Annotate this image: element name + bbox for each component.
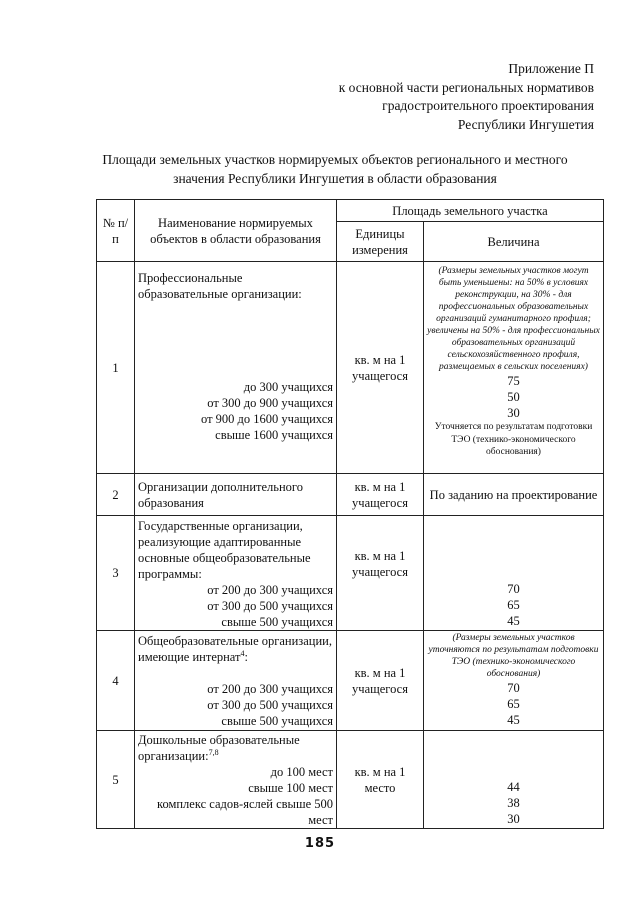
header-name: Наименование нормируемых объектов в области образования bbox=[135, 200, 337, 262]
row-item: от 200 до 300 учащихся bbox=[207, 583, 333, 597]
row-value-cell bbox=[424, 516, 604, 631]
row-footnote: Уточняется по результатам подготовки ТЭО (технико-экономического обоснования) bbox=[434, 422, 593, 457]
row-item: до 300 учащихся bbox=[243, 380, 333, 394]
row-num: 5 bbox=[97, 731, 135, 829]
row-name-cell bbox=[135, 731, 337, 829]
land-area-table bbox=[96, 199, 604, 829]
row-num: 4 bbox=[97, 631, 135, 731]
header-unit: Единицы измерения bbox=[337, 222, 424, 262]
row-value-cell bbox=[424, 262, 604, 474]
row-value: 70 bbox=[507, 681, 520, 695]
row-num: 3 bbox=[97, 516, 135, 631]
row-value-cell bbox=[424, 731, 604, 829]
row-value-cell bbox=[424, 631, 604, 731]
row-item: свыше 500 учащихся bbox=[221, 615, 333, 629]
row-title: Организации дополнительного образования bbox=[135, 474, 337, 516]
row-unit: кв. м на 1 учащегося bbox=[337, 262, 424, 474]
row-name-cell bbox=[135, 262, 337, 474]
row-title-end: : bbox=[244, 650, 248, 664]
row-unit: кв. м на 1 учащегося bbox=[337, 516, 424, 631]
row-value: 30 bbox=[507, 812, 520, 826]
row-value: По заданию на проектирование bbox=[424, 474, 604, 516]
title-line: Площади земельных участков нормируемых объектов регионального и местного bbox=[102, 152, 568, 167]
row-item: свыше 100 мест bbox=[248, 781, 333, 795]
header-num: № п/п bbox=[97, 200, 135, 262]
row-value: 75 bbox=[507, 374, 520, 388]
row-value: 45 bbox=[507, 713, 520, 727]
row-title: Профессиональные образовательные организации: bbox=[138, 271, 302, 301]
row-unit: кв. м на 1 место bbox=[337, 731, 424, 829]
appendix-line: градостроительного проектирования bbox=[382, 98, 594, 113]
header-value: Величина bbox=[424, 222, 604, 262]
appendix-header bbox=[174, 60, 594, 134]
row-value: 30 bbox=[507, 406, 520, 420]
header-area: Площадь земельного участка bbox=[337, 200, 604, 222]
row-num: 1 bbox=[97, 262, 135, 474]
row-num: 2 bbox=[97, 474, 135, 516]
row-item: от 300 до 500 учащихся bbox=[207, 698, 333, 712]
footnote-ref: 7,8 bbox=[208, 747, 219, 757]
row-value: 44 bbox=[507, 780, 520, 794]
table-row bbox=[97, 516, 604, 631]
row-value: 65 bbox=[507, 697, 520, 711]
row-item: свыше 1600 учащихся bbox=[215, 428, 333, 442]
row-item: свыше 500 учащихся bbox=[221, 714, 333, 728]
table-row bbox=[97, 474, 604, 516]
row-item: комплекс садов-яслей свыше 500 мест bbox=[157, 797, 333, 827]
row-value: 70 bbox=[507, 582, 520, 596]
row-title bbox=[138, 732, 333, 764]
table-row bbox=[97, 262, 604, 474]
row-title-text: Общеобразовательные организации, имеющие интернат bbox=[138, 634, 332, 664]
table-row bbox=[97, 631, 604, 731]
row-value: 65 bbox=[507, 598, 520, 612]
table-row bbox=[97, 731, 604, 829]
row-note: (Размеры земельных участков могут быть уменьшены: на 50% в условиях реконструкции, на 30% - для профессиональных образовательных организаций гуманитарного профиля; увеличены на 50% - для профессиональных образовательных организаций сельскохозяйственного профиля, размещаемых в сельских поселениях) bbox=[427, 266, 600, 372]
page-number: 185 bbox=[304, 836, 336, 851]
row-value: 50 bbox=[507, 390, 520, 404]
row-item: от 300 до 900 учащихся bbox=[207, 396, 333, 410]
row-name-cell bbox=[135, 516, 337, 631]
row-value: 38 bbox=[507, 796, 520, 810]
row-note: (Размеры земельных участков уточняются по результатам подготовки ТЭО (технико-экономического обоснования) bbox=[428, 633, 599, 679]
title-line: значения Республики Ингушетия в области образования bbox=[173, 170, 497, 186]
row-unit: кв. м на 1 учащегося bbox=[337, 631, 424, 731]
row-title: Государственные организации, реализующие адаптированные основные общеобразовательные программы: bbox=[138, 519, 311, 581]
row-value: 45 bbox=[507, 614, 520, 628]
row-item: от 200 до 300 учащихся bbox=[207, 682, 333, 696]
row-item: до 100 мест bbox=[270, 765, 333, 779]
row-item: от 900 до 1600 учащихся bbox=[201, 412, 333, 426]
appendix-line: Приложение П bbox=[508, 61, 594, 76]
row-title-text: Дошкольные образовательные организации: bbox=[138, 733, 300, 763]
row-title bbox=[138, 633, 333, 665]
row-name-cell bbox=[135, 631, 337, 731]
table-header-row bbox=[97, 200, 604, 222]
row-item: от 300 до 500 учащихся bbox=[207, 599, 333, 613]
footnote-ref: 4 bbox=[240, 648, 245, 658]
document-title bbox=[70, 151, 600, 188]
appendix-line: Республики Ингушетия bbox=[457, 116, 594, 132]
row-unit: кв. м на 1 учащегося bbox=[337, 474, 424, 516]
appendix-line: к основной части региональных нормативов bbox=[338, 79, 594, 95]
